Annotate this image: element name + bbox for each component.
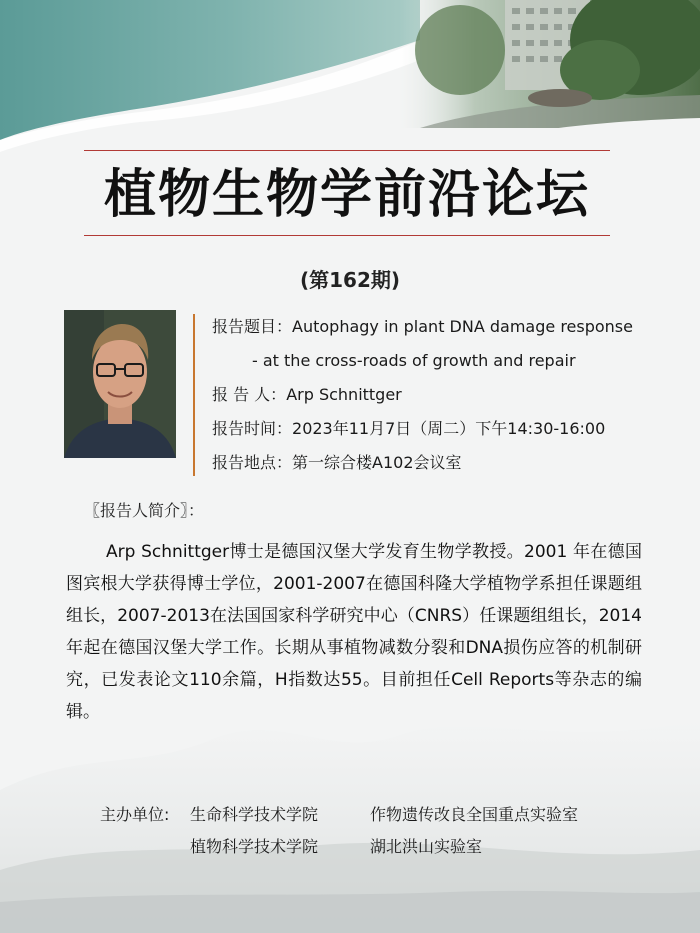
speaker-bio — [66, 536, 642, 728]
title-rule-bottom — [84, 235, 610, 236]
accent-divider — [193, 314, 195, 476]
speaker-photo — [64, 310, 176, 458]
organizers — [100, 800, 660, 864]
topic-label: 报告题目： — [212, 317, 293, 336]
time-label: 报告时间： — [212, 419, 293, 438]
organizers-row-1 — [100, 800, 660, 832]
time-row — [212, 414, 672, 448]
speaker-row — [212, 380, 672, 414]
place-label: 报告地点： — [212, 453, 293, 472]
issue-number: (第162期) — [299, 268, 401, 292]
topic-line2: - at the cross-roads of growth and repair — [252, 351, 576, 370]
title-rule-top — [84, 150, 610, 151]
topic-row — [212, 312, 672, 346]
talk-place: 第一综合楼A102会议室 — [292, 453, 462, 472]
header-banner — [0, 0, 700, 170]
organizer-unit-4: 湖北洪山实验室 — [370, 837, 483, 856]
bio-text: Arp Schnittger博士是德国汉堡大学发育生物学教授。2001 年在德国图宾根大学获得博士学位，2001-2007在德国科隆大学植物学系担任课题组组长，2007-2013在法国国家科学研究中心（CNRS）任课题组组长，2014年起在德国汉堡大学工作。长期从事植物减数分裂和DNA损伤应答的机制研究，已发表论文110余篇，H指数达55。目前担任Cell Reports等杂志的编辑。 — [66, 542, 642, 722]
topic-row-continued — [212, 346, 672, 380]
poster-title: 植物生物学前沿论坛 — [103, 165, 590, 225]
organizer-unit-1: 生命科学技术学院 — [190, 805, 319, 824]
organizer-unit-3: 植物科学技术学院 — [190, 837, 319, 856]
organizers-label: 主办单位: — [100, 805, 170, 824]
organizer-unit-2: 作物遗传改良全国重点实验室 — [370, 805, 579, 824]
talk-info — [212, 312, 672, 482]
speaker-label: 报 告 人： — [212, 385, 287, 404]
speaker-name: Arp Schnittger — [286, 385, 402, 404]
place-row — [212, 448, 672, 482]
topic-line1: Autophagy in plant DNA damage response — [292, 317, 633, 336]
organizers-row-2 — [100, 832, 660, 864]
intro-heading: 〖报告人简介〗： — [84, 501, 205, 520]
talk-time: 2023年11月7日（周二）下午14:30-16:00 — [292, 419, 606, 438]
